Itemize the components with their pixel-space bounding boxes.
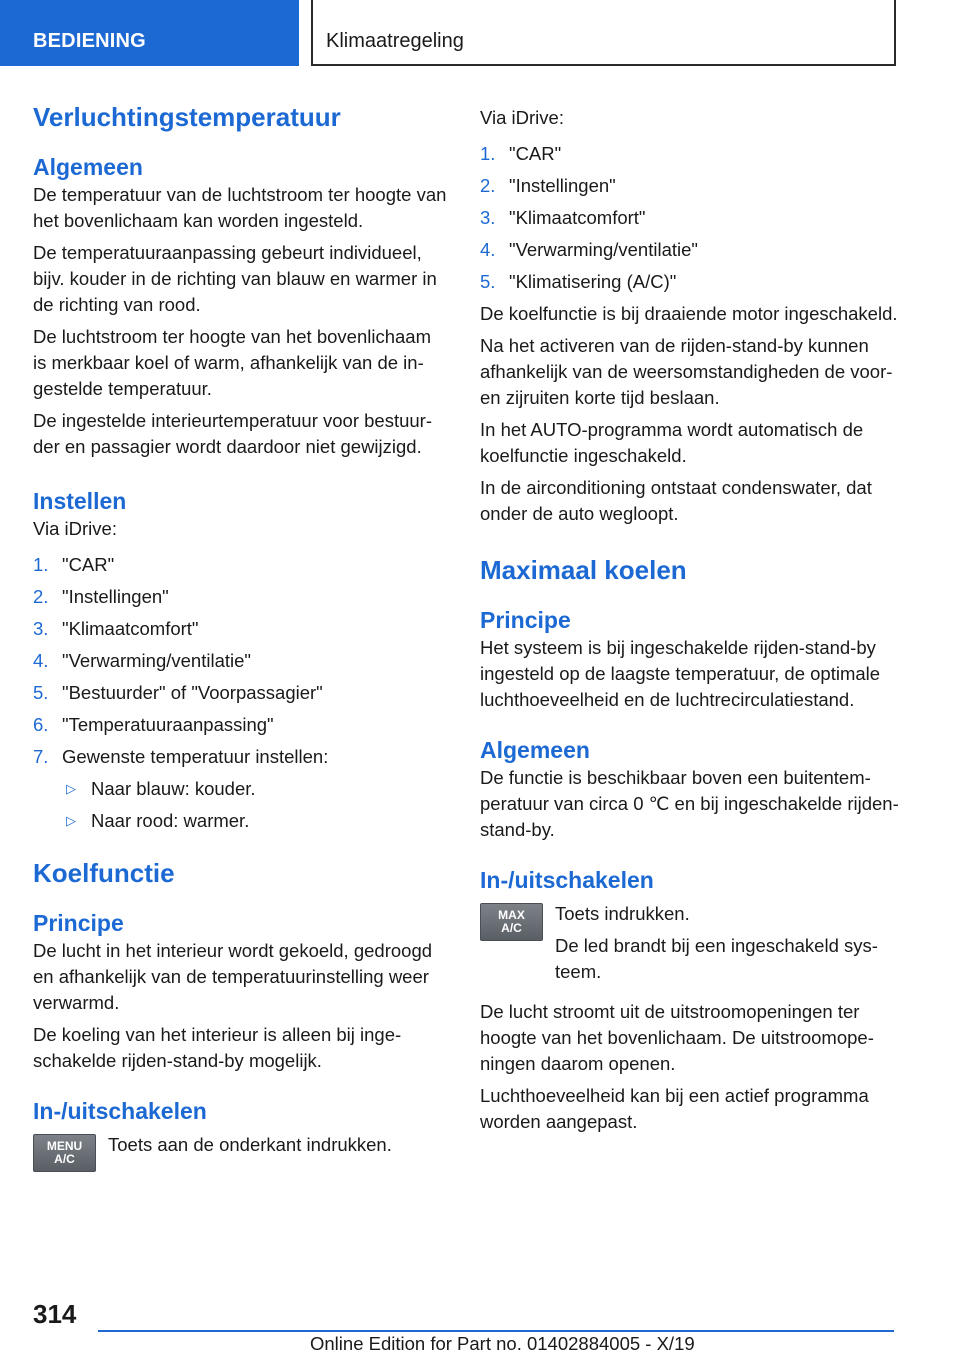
paragraph: Toets indrukken. <box>555 903 690 924</box>
paragraph: De ingestelde interieurtemperatuur voor bestuurder en passagier wordt daardoor niet gewijzigd. <box>33 410 432 457</box>
footer-divider <box>98 1330 894 1332</box>
paragraph: De koelfunctie is bij draaiende motor ingeschakeld. <box>480 303 898 324</box>
left-column <box>33 100 449 1176</box>
heading-in-uitschakelen: In-/uitschakelen <box>480 867 654 893</box>
paragraph: Luchthoeveelheid kan bij een actief programma worden aangepast. <box>480 1085 869 1132</box>
paragraph: Toets aan de onderkant indrukken. <box>108 1134 392 1155</box>
list-item: 1. "CAR" <box>33 554 115 575</box>
paragraph: De luchtstroom ter hoogte van het bovenlichaam is merkbaar koel of warm, afhankelijk van de ingestelde temperatuur. <box>33 326 431 399</box>
paragraph: De lucht stroomt uit de uitstroomopeningen ter hoogte van het bovenlichaam. De uitstroomopeningen daarom openen. <box>480 1001 874 1074</box>
header-chapter-label: Klimaatregeling <box>326 30 464 52</box>
paragraph: Via iDrive: <box>480 107 564 128</box>
menu-ac-button-icon: MENU A/C <box>33 1134 96 1172</box>
max-ac-button-icon: MAX A/C <box>480 903 543 941</box>
heading-in-uitschakelen: In-/uitschakelen <box>33 1098 207 1124</box>
list-item: 6. "Temperatuuraanpassing" <box>33 714 274 735</box>
footer-edition: Online Edition for Part no. 01402884005 - X/19 <box>310 1333 695 1354</box>
list-item: 4. "Verwarming/ventilatie" <box>480 239 698 260</box>
list-item: 5. "Klimatisering (A/C)" <box>480 271 677 292</box>
max-ac-row <box>480 901 900 985</box>
paragraph: De functie is beschikbaar boven een buitentemperatuur van circa 0 ℃ en bij ingeschakelde rijden-stand-by. <box>480 767 899 840</box>
list-item: 7. Gewenste temperatuur instellen: ▷ Naar blauw: kouder. ▷ Naar rood: warmer. <box>33 744 449 834</box>
heading-principe: Principe <box>480 607 571 633</box>
sub-list-item: ▷ Naar rood: warmer. <box>62 808 449 834</box>
paragraph: De temperatuuraanpassing gebeurt individueel, bijv. kouder in de richting van blauw en warmer in de richting van rood. <box>33 242 437 315</box>
header-chapter-tab <box>311 0 896 66</box>
paragraph: De led brandt bij een ingeschakeld systeem. <box>555 935 878 982</box>
right-column <box>480 105 900 1141</box>
title-verluchtingstemperatuur: Verluchtingstemperatuur <box>33 102 341 132</box>
menu-ac-row <box>33 1132 449 1176</box>
steps-list <box>33 552 449 834</box>
paragraph: Het systeem is bij ingeschakelde rijden-stand-by ingesteld op de laagste temperatuur, de optimale luchthoeveelheid en de luchtrecirculatiestand. <box>480 637 881 710</box>
triangle-bullet-icon: ▷ <box>66 813 76 828</box>
heading-instellen: Instellen <box>33 488 127 514</box>
paragraph: De temperatuur van de luchtstroom ter hoogte van het bovenlichaam kan worden ingesteld. <box>33 184 447 231</box>
header-section-tab <box>0 0 299 66</box>
title-maximaal-koelen: Maximaal koelen <box>480 555 687 585</box>
paragraph: In het AUTO-programma wordt automatisch de koelfunctie ingeschakeld. <box>480 419 864 466</box>
sub-list <box>62 776 449 834</box>
list-item: 2. "Instellingen" <box>33 586 169 607</box>
list-item: 3. "Klimaatcomfort" <box>33 618 199 639</box>
header-section-label: BEDIENING <box>33 30 146 52</box>
heading-principe: Principe <box>33 910 124 936</box>
list-item: 3. "Klimaatcomfort" <box>480 207 646 228</box>
list-item: 2. "Instellingen" <box>480 175 616 196</box>
sub-list-item: ▷ Naar blauw: kouder. <box>62 776 449 802</box>
paragraph: In de airconditioning ontstaat condenswater, dat onder de auto wegloopt. <box>480 477 872 524</box>
page-number: 314 <box>33 1299 77 1329</box>
heading-algemeen: Algemeen <box>480 737 590 763</box>
list-item: 5. "Bestuurder" of "Voorpassagier" <box>33 682 323 703</box>
triangle-bullet-icon: ▷ <box>66 781 76 796</box>
title-koelfunctie: Koelfunctie <box>33 858 175 888</box>
paragraph: Na het activeren van de rijden-stand-by kunnen afhankelijk van de weersomstandigheden de voor- en zijruiten korte tijd beslaan. <box>480 335 893 408</box>
steps-list <box>480 141 900 295</box>
heading-algemeen: Algemeen <box>33 154 143 180</box>
paragraph: De koeling van het interieur is alleen bij ingeschakelde rijden-stand-by mogelijk. <box>33 1024 402 1071</box>
paragraph: De lucht in het interieur wordt gekoeld, gedroogd en afhankelijk van de temperatuurinstelling weer verwarmd. <box>33 940 433 1013</box>
list-item: 1. "CAR" <box>480 143 562 164</box>
list-item: 4. "Verwarming/ventilatie" <box>33 650 251 671</box>
paragraph: Via iDrive: <box>33 518 117 539</box>
